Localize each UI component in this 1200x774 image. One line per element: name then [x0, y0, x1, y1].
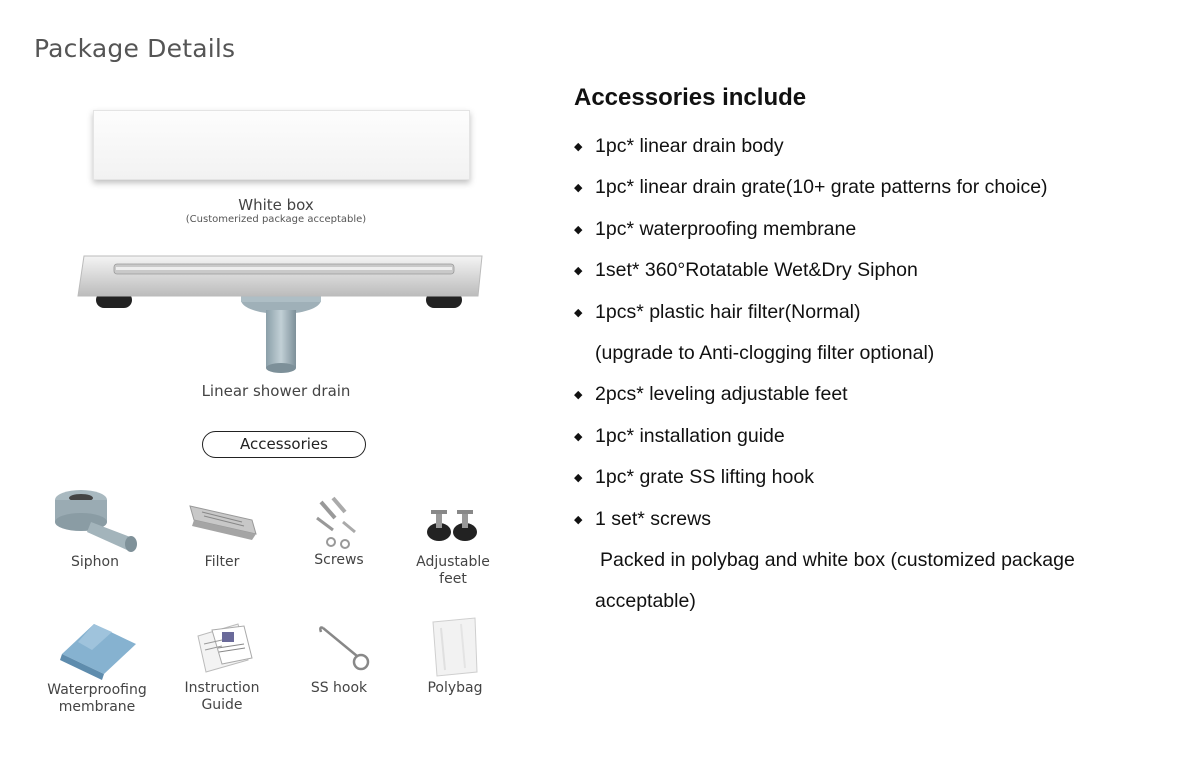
white-box-image — [93, 110, 470, 180]
bullet-icon: ◆ — [574, 182, 583, 195]
adjustable-feet-icon — [413, 494, 493, 554]
list-item: ◆ 1pcs* plastic hair filter(Normal) — [574, 292, 1075, 333]
accessory-label: Screws — [314, 552, 364, 568]
accessory-label: SS hook — [310, 680, 368, 696]
filter-icon — [182, 494, 262, 554]
accessory-adjustable-feet — [398, 494, 508, 588]
siphon-icon — [47, 486, 143, 554]
list-item: ◆ 1pc* grate SS lifting hook — [574, 457, 1075, 498]
accessories-include-title: Accessories include — [574, 84, 807, 111]
list-item: ◆ 2pcs* leveling adjustable feet — [574, 374, 1075, 415]
accessory-label: Filter — [204, 554, 240, 570]
accessory-filter — [167, 494, 277, 571]
linear-drain-label: Linear shower drain — [201, 382, 351, 400]
list-item: ◆ 1pc* linear drain body — [574, 126, 1075, 167]
bullet-icon: ◆ — [574, 389, 583, 402]
page-title: Package Details — [34, 34, 236, 63]
accessories-pill: Accessories — [202, 431, 366, 458]
bullet-icon: ◆ — [574, 472, 583, 485]
white-box-sublabel: (Customerized package acceptable) — [185, 214, 367, 225]
list-item: ◆ 1pc* installation guide — [574, 416, 1075, 457]
accessory-label: Siphon — [71, 554, 119, 570]
list-item: ◆ 1 set* screws — [574, 499, 1075, 540]
list-item: ◆ 1set* 360°Rotatable Wet&Dry Siphon — [574, 250, 1075, 291]
bullet-icon: ◆ — [574, 513, 583, 526]
accessory-polybag — [400, 614, 510, 697]
list-item: acceptable) — [595, 590, 696, 613]
accessory-label: Adjustable feet — [416, 554, 490, 587]
linear-drain-icon — [76, 248, 486, 388]
accessory-waterproofing-membrane — [42, 616, 152, 716]
bullet-icon: ◆ — [574, 306, 583, 319]
linear-drain-image — [76, 248, 486, 388]
list-item: ◆ 1pc* linear drain grate(10+ grate patterns for choice) — [574, 167, 1075, 208]
waterproofing-membrane-icon — [52, 616, 142, 682]
accessory-screws — [284, 492, 394, 569]
bullet-icon: ◆ — [574, 265, 583, 278]
accessory-label: Waterproofing membrane — [47, 682, 147, 715]
accessory-siphon — [40, 486, 150, 571]
screws-icon — [299, 492, 379, 552]
bullet-icon: ◆ — [574, 141, 583, 153]
accessory-label: Polybag — [427, 680, 483, 696]
polybag-icon — [415, 614, 495, 680]
bullet-icon: ◆ — [574, 223, 583, 236]
ss-hook-icon — [299, 618, 379, 680]
bullet-icon: ◆ — [574, 430, 583, 443]
white-box-label: White box — [238, 196, 314, 214]
accessory-instruction-guide — [167, 614, 277, 714]
accessory-label: Instruction Guide — [184, 680, 260, 713]
list-item: (upgrade to Anti-clogging filter optional) — [595, 341, 935, 364]
accessories-list — [574, 126, 1075, 623]
accessory-ss-hook — [284, 618, 394, 697]
list-item: Packed in polybag and white box (customized package — [600, 548, 1075, 571]
list-item: ◆ 1pc* waterproofing membrane — [574, 209, 1075, 250]
instruction-guide-icon — [182, 614, 262, 680]
